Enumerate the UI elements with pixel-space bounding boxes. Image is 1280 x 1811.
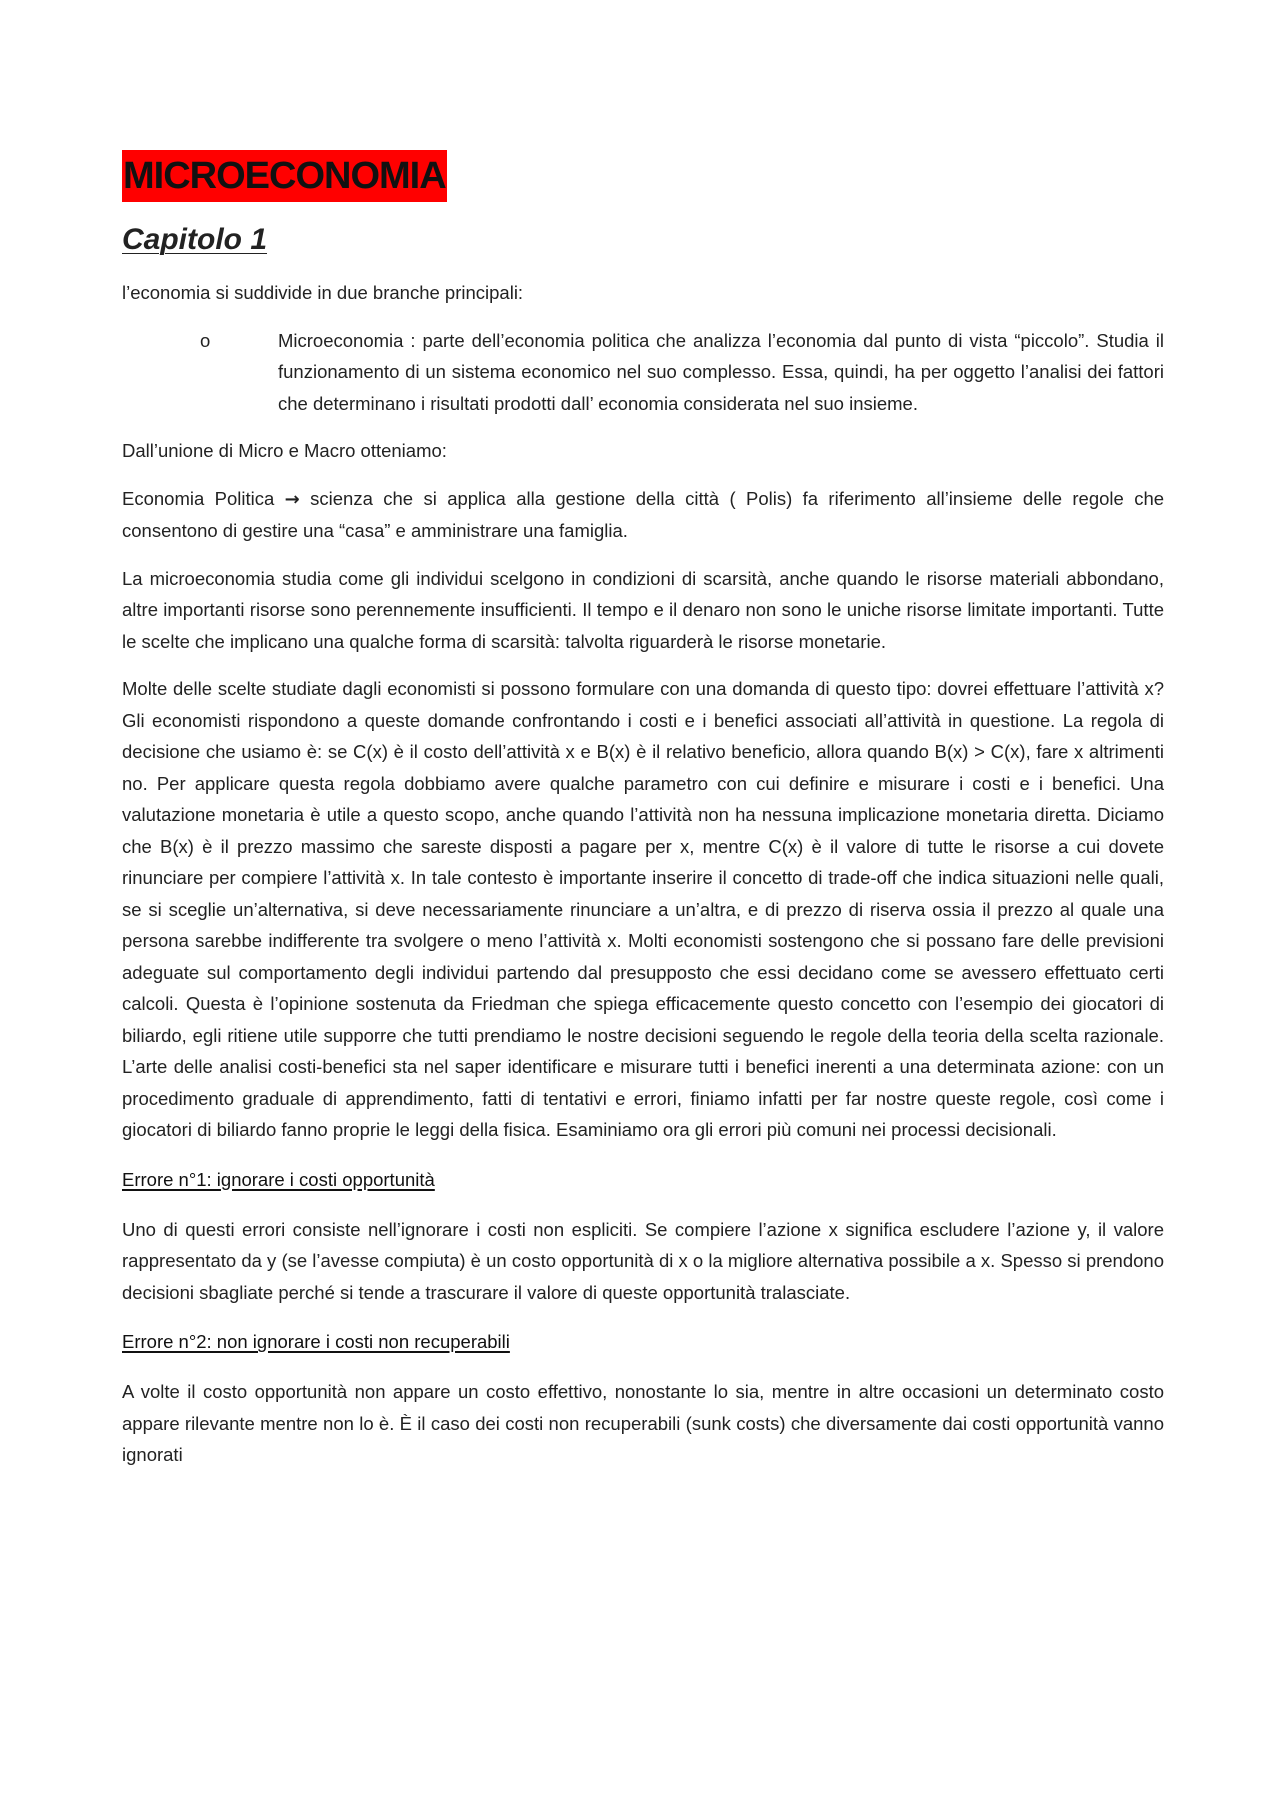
document-title: MICROECONOMIA: [122, 150, 447, 202]
union-line: Dall’unione di Micro e Macro otteniamo:: [122, 440, 447, 461]
title-row: [122, 150, 1164, 202]
economia-politica-term: Economia Politica: [122, 487, 275, 509]
error2-text: A volte il costo opportunità non appare un costo effettivo, nonostante lo sia, mentre in altre occasioni un determinato costo appare rilevante mentre non lo è. È il caso dei costi non recuperabili (sunk costs) che diversamente dai costi opportunità vanno ignorati: [122, 1381, 1164, 1465]
intro-line: l’economia si suddivide in due branche principali:: [122, 282, 524, 303]
document-page: [122, 150, 1164, 1471]
economia-politica-text: scienza che si applica alla gestione della città ( Polis) fa riferimento all’insieme delle regole che consentono di gestire una “casa” e amministrare una famiglia.: [122, 487, 1165, 541]
bullet-microeconomia: [200, 325, 1164, 420]
bullet-text: Microeconomia : parte dell’economia politica che analizza l’economia dal punto di vista “piccolo”. Studia il funzionamento di un sistema economico nel suo complesso. Essa, quindi, ha per oggetto l’analisi dei fattori che determinano i risultati prodotti dall’ economia considerata nel suo insieme.: [278, 329, 1164, 414]
chapter-heading: Capitolo 1: [122, 223, 268, 256]
bullet-marker: o: [200, 329, 211, 351]
error1-text: Uno di questi errori consiste nell’ignorare i costi non espliciti. Se compiere l’azione x significa escludere l’azione y, il valore rappresentato da y (se l’avesse compiuta) è un costo opportunità di x o la migliore alternativa possibile a x. Spesso si prendono decisioni sbagliate perché si tende a trascurare il valore di queste opportunità tralasciate.: [122, 1218, 1164, 1303]
choices-paragraph: Molte delle scelte studiate dagli economisti si possono formulare con una domanda di questo tipo: dovrei effettuare l’attività x? Gli economisti rispondono a queste domande confrontando i costi e i benefici associati all’attività in questione. La regola di decisione che usiamo è: se C(x) è il costo dell’attività x e B(x) è il relativo beneficio, allora quando B(x) > C(x), fare x altrimenti no. Per applicare questa regola dobbiamo avere qualche parametro con cui definire e misurare i costi e i benefici. Una valutazione monetaria è utile a questo scopo, anche quando l’attività non ha nessuna implicazione monetaria diretta. Diciamo che B(x) è il prezzo massimo che sareste disposti a pagare per x, mentre C(x) è il valore di tutte le risorse a cui dovete rinunciare per compiere l’attività x. In tale contesto è importante inserire il concetto di trade-off che indica situazioni nelle quali, se si sceglie un’alternativa, si deve necessariamente rinunciare a un’altra, e di prezzo di riserva ossia il prezzo al quale una persona sarebbe indifferente tra svolgere o meno l’attività x. Molti economisti sostengono che si possano fare delle previsioni adeguate sul comportamento degli individui partendo dal presupposto che essi decidano come se avessero effettuato certi calcoli. Questa è l’opinione sostenuta da Friedman che spiega efficacemente questo concetto con l’esempio dei giocatori di biliardo, egli ritiene utile supporre che tutti prendiamo le nostre decisioni seguendo le regole della teoria della scelta razionale. L’arte delle analisi costi-benefici sta nel saper identificare e misurare tutti i benefici inerenti a una determinata azione: con un procedimento graduale di apprendimento, fatti di tentativi e errori, finiamo infatti per far nostre queste regole, così come i giocatori di biliardo fanno proprie le leggi della fisica. Esaminiamo ora gli errori più comuni nei processi decisionali.: [122, 678, 1164, 1140]
arrow-right-icon: →: [284, 488, 300, 510]
scarcity-paragraph: La microeconomia studia come gli individui scelgono in condizioni di scarsità, anche quando le risorse materiali abbondano, altre importanti risorse sono perennemente insufficienti. Il tempo e il denaro non sono le uniche risorse limitate importanti. Tutte le scelte che implicano una qualche forma di scarsità: talvolta riguarderà le risorse monetarie.: [122, 567, 1164, 652]
economia-politica-paragraph: [122, 483, 1164, 547]
error2-heading: Errore n°2: non ignorare i costi non recuperabili: [122, 1331, 510, 1352]
error1-heading: Errore n°1: ignorare i costi opportunità: [122, 1168, 435, 1190]
